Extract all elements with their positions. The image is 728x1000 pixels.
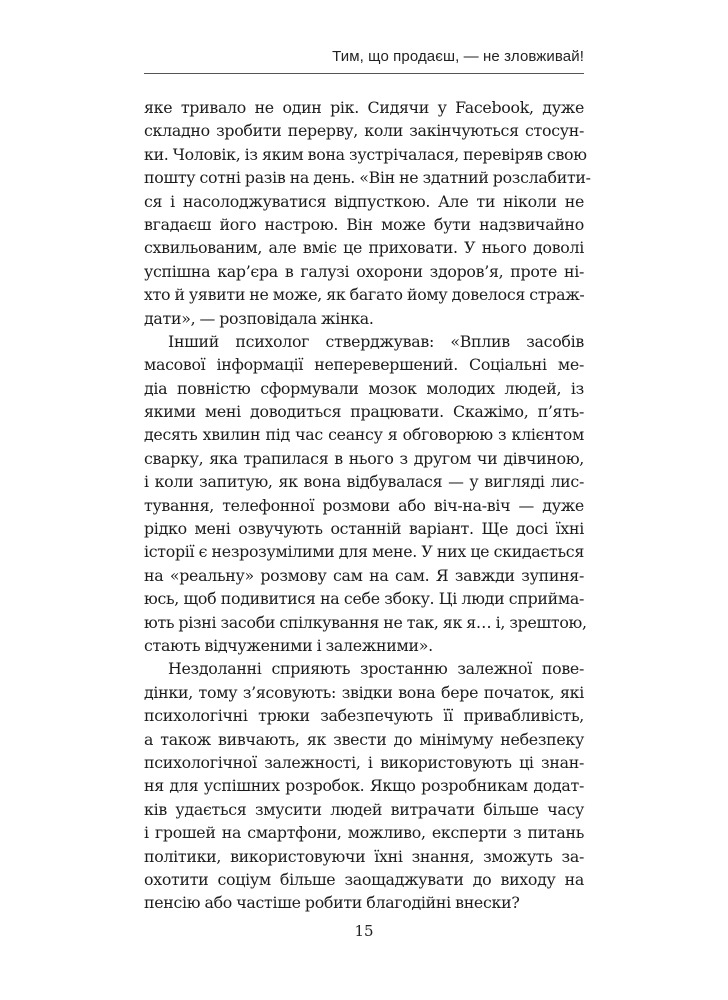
text-line: політики, використовуючи їхні знання, зможуть за- xyxy=(144,846,584,866)
text-line: ки. Чоловік, із яким вона зустрічалася, перевіряв свою xyxy=(144,144,587,164)
text-line: на «реальну» розмову сам на сам. Я завжди зупиня- xyxy=(144,565,584,585)
text-line: історії є незрозумілими для мене. У них це скидається xyxy=(144,542,584,562)
text-line: вгадаєш його настрою. Він може бути надзвичайно xyxy=(144,214,584,234)
text-line: складно зробити перерву, коли закінчуються стосун- xyxy=(144,121,584,141)
text-line: ня для успішних розробок. Якщо розробникам додат- xyxy=(144,776,584,796)
text-line: стають відчуженими і залежними». xyxy=(144,635,433,655)
text-line: схвильованим, але вміє це приховати. У нього доволі xyxy=(144,238,584,258)
text-line: юсь, щоб подивитися на себе збоку. Ці люди сприйма- xyxy=(144,589,584,609)
header-rule xyxy=(144,73,584,74)
body-text xyxy=(144,96,591,915)
text-line: масової інформації неперевершений. Соціальні ме- xyxy=(144,355,584,375)
text-line: психологічні трюки забезпечують її привабливість, xyxy=(144,706,584,726)
text-line: яке тривало не один рік. Сидячи у Facebook, дуже xyxy=(144,98,584,117)
text-line: рідко мені озвучують останній варіант. Ще досі їхні xyxy=(144,519,584,539)
text-line: ків удається змусити людей витрачати більше часу xyxy=(144,799,584,819)
text-line: і коли запитую, як вона відбувалася — у вигляді лис- xyxy=(144,472,584,492)
text-line: ся і насолоджуватися відпусткою. Але ти ніколи не xyxy=(144,191,584,211)
page-number: 15 xyxy=(354,922,374,940)
running-head: Тим, що продаєш, — не зловживай! xyxy=(332,48,584,65)
text-line: а також вивчають, як звести до мінімуму небезпеку xyxy=(144,729,584,749)
text-line: хто й уявити не може, як багато йому довелося страж- xyxy=(144,285,585,305)
text-line: десять хвилин під час сеансу я обговорюю з клієнтом xyxy=(144,425,584,445)
text-line: Інший психолог стверджував: «Вплив засобів xyxy=(168,331,584,351)
text-line: успішна кар’єра в галузі охорони здоров’я, проте ні- xyxy=(144,261,584,281)
text-line: ють різні засоби спілкування не так, як я… і, зрештою, xyxy=(144,612,587,632)
paragraph xyxy=(144,330,587,657)
text-line: дінки, тому з’ясовують: звідки вона бере початок, які xyxy=(144,682,584,702)
text-line: дати», — розповідала жінка. xyxy=(144,308,374,328)
text-line: і грошей на смартфони, можливо, експерти з питань xyxy=(144,823,584,843)
text-line: пенсію або частіше робити благодійні внески? xyxy=(144,893,520,913)
text-line: якими мені доводиться працювати. Скажімо, п’ять- xyxy=(144,402,584,422)
paragraph xyxy=(144,657,584,914)
text-line: Нездоланні сприяють зростанню залежної пове- xyxy=(168,659,584,679)
text-line: сварку, яка трапилася в нього з другом чи дівчиною, xyxy=(144,448,584,468)
text-line: діа повністю сформували мозок молодих людей, із xyxy=(144,378,584,398)
text-line: тування, телефонної розмови або віч-на-віч — дуже xyxy=(144,495,584,515)
text-line: пошту сотні разів на день. «Він не здатний розслабити- xyxy=(144,168,591,188)
paragraph xyxy=(144,96,591,330)
text-line: психологічної залежності, і використовують ці знан- xyxy=(144,752,584,772)
text-line: охотити соціум більше заощаджувати до виходу на xyxy=(144,869,584,889)
